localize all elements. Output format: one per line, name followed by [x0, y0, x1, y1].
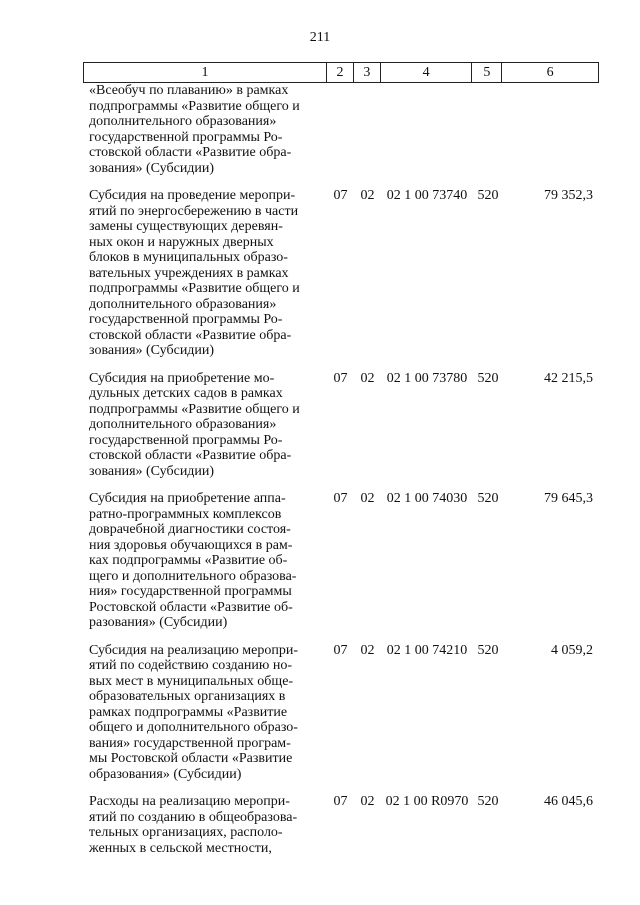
description-line: государственной программы Ро- — [89, 432, 283, 448]
table-body — [83, 83, 599, 856]
description-line: замены существующих деревян- — [89, 219, 283, 234]
description-line: ках подпрограммы «Развитие об- — [89, 553, 288, 568]
row-expense-type: 520 — [477, 642, 499, 658]
row-target-article: 02 1 00 R0970 — [385, 794, 469, 809]
row-target-article: 02 1 00 74030 — [386, 491, 468, 506]
description-line: мы Ростовской области «Развитие — [89, 751, 293, 766]
row-description — [83, 491, 327, 631]
row-expense-type — [473, 83, 503, 176]
row-amount: 79 645,3 — [544, 491, 593, 506]
table-row — [83, 371, 599, 480]
description-line: зования» (Субсидии) — [89, 343, 215, 358]
description-line: Субсидия на приобретение аппа- — [89, 491, 286, 506]
description-line: государственной программы Ро- — [89, 312, 283, 327]
row-amount: 4 059,2 — [551, 642, 593, 658]
header-col-3: 3 — [354, 63, 381, 82]
description-line: тельных организациях, располо- — [89, 825, 283, 840]
row-subsection: 02 — [360, 794, 375, 809]
description-line: подпрограммы «Развитие общего и — [89, 281, 300, 296]
description-line: дополнительного образования» — [89, 114, 277, 129]
row-section: 07 — [333, 491, 348, 506]
row-description — [83, 794, 327, 856]
description-line: разования» (Субсидии) — [89, 615, 228, 630]
row-amount: 42 215,5 — [544, 370, 593, 386]
row-expense-type: 520 — [477, 794, 499, 809]
description-line: образования» (Субсидии) — [89, 766, 242, 782]
row-section: 07 — [333, 370, 348, 386]
description-line: Субсидия на проведение меропри- — [89, 188, 296, 203]
description-line: щего и дополнительного образова- — [89, 568, 297, 584]
row-expense-type: 520 — [477, 370, 499, 386]
table-row — [83, 491, 599, 631]
description-line: дульных детских садов в рамках — [89, 386, 283, 401]
header-col-1: 1 — [84, 63, 327, 82]
row-subsection: 02 — [360, 188, 375, 203]
description-line: ятий по содействию созданию но- — [89, 658, 292, 673]
description-line: Субсидия на приобретение мо- — [89, 370, 275, 386]
description-line: Субсидия на реализацию меропри- — [89, 642, 299, 658]
description-line: зования» (Субсидии) — [89, 160, 215, 176]
row-description — [83, 188, 327, 359]
description-line: доврачебной диагностики состоя- — [89, 522, 291, 537]
description-line: подпрограммы «Развитие общего и — [89, 98, 300, 114]
row-subsection: 02 — [360, 370, 375, 386]
description-line: стовской области «Развитие обра- — [89, 327, 292, 343]
description-line: женных в сельской местности, — [89, 840, 272, 856]
description-line: стовской области «Развитие обра- — [89, 448, 292, 463]
description-line: дополнительного образования» — [89, 417, 277, 432]
budget-table — [83, 62, 599, 856]
description-line: вых мест в муниципальных обще- — [89, 673, 294, 689]
description-line: «Всеобуч по плаванию» в рамках — [89, 83, 289, 98]
row-expense-type: 520 — [477, 188, 499, 203]
table-row — [83, 794, 599, 856]
description-line: общего и дополнительного образо- — [89, 720, 298, 735]
row-subsection — [354, 83, 381, 176]
description-line: дополнительного образования» — [89, 296, 277, 312]
table-row — [83, 188, 599, 359]
row-description — [83, 83, 327, 176]
description-line: Ростовской области «Развитие об- — [89, 599, 293, 615]
description-line: рамках подпрограммы «Развитие — [89, 704, 288, 720]
header-col-5: 5 — [472, 63, 502, 82]
description-line: вания» государственной програм- — [89, 735, 291, 751]
header-col-4: 4 — [381, 63, 473, 82]
description-line: вательных учреждениях в рамках — [89, 265, 289, 281]
description-line: ратно-программных комплексов — [89, 506, 282, 522]
description-line: ятий по созданию в общеобразова- — [89, 809, 298, 825]
row-description — [83, 643, 327, 783]
header-col-2: 2 — [327, 63, 354, 82]
row-target-article — [381, 83, 473, 176]
table-row — [83, 83, 599, 176]
row-amount — [503, 83, 599, 176]
table-row — [83, 643, 599, 783]
row-description — [83, 371, 327, 480]
row-subsection: 02 — [360, 642, 375, 658]
description-line: ния здоровья обучающихся в рам- — [89, 537, 293, 553]
description-line: ния» государственной программы — [89, 584, 292, 599]
description-line: зования» (Субсидии) — [89, 463, 215, 479]
row-section: 07 — [333, 642, 348, 658]
description-line: стовской области «Развитие обра- — [89, 145, 292, 160]
description-line: блоков в муниципальных образо- — [89, 250, 288, 265]
row-section — [327, 83, 354, 176]
row-target-article: 02 1 00 74210 — [386, 642, 468, 658]
page-number: 211 — [309, 30, 331, 45]
row-target-article: 02 1 00 73740 — [386, 188, 468, 203]
row-section: 07 — [333, 794, 348, 809]
header-col-6: 6 — [546, 65, 554, 80]
table-header — [83, 62, 599, 83]
row-expense-type: 520 — [477, 491, 499, 506]
description-line: государственной программы Ро- — [89, 129, 283, 145]
row-section: 07 — [333, 188, 348, 203]
description-line: подпрограммы «Развитие общего и — [89, 401, 300, 417]
row-subsection: 02 — [360, 491, 375, 506]
row-target-article: 02 1 00 73780 — [386, 370, 468, 386]
description-line: ятий по энергосбережению в части — [89, 203, 299, 219]
row-amount: 79 352,3 — [544, 188, 593, 203]
description-line: ных окон и наружных дверных — [89, 234, 274, 250]
description-line: образовательных организациях в — [89, 689, 286, 704]
row-amount: 46 045,6 — [544, 794, 593, 809]
description-line: Расходы на реализацию меропри- — [89, 794, 290, 809]
